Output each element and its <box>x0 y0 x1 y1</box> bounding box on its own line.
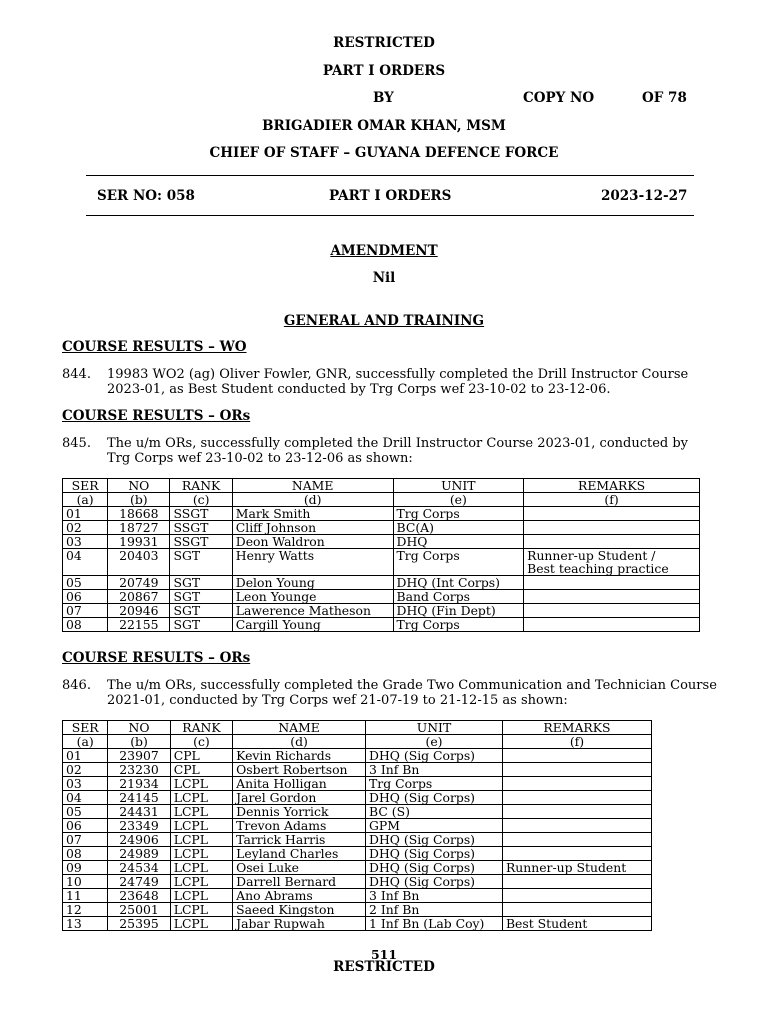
table-cell: Saeed Kingston <box>233 903 366 917</box>
table-row <box>63 875 652 889</box>
column-subheader: (c) <box>170 735 232 749</box>
table-cell: LCPL <box>170 875 232 889</box>
table-cell: 06 <box>63 590 108 604</box>
table-cell: LCPL <box>170 861 232 875</box>
table-row <box>63 819 652 833</box>
column-header: UNIT <box>366 721 503 735</box>
table-row <box>63 549 700 576</box>
table-row <box>63 763 652 777</box>
column-header: NO <box>108 721 170 735</box>
paragraph-number: 845. <box>62 436 91 451</box>
serial-number: SER NO: 058 <box>97 188 195 204</box>
table-cell: 24749 <box>108 875 170 889</box>
table-cell: DHQ (Fin Dept) <box>393 604 524 618</box>
table-cell: GPM <box>366 819 503 833</box>
table-cell: Lawerence Matheson <box>232 604 393 618</box>
column-subheader: (e) <box>366 735 503 749</box>
table-cell: Trg Corps <box>366 777 503 791</box>
table-cell: Leyland Charles <box>233 847 366 861</box>
table-cell: Trg Corps <box>393 618 524 632</box>
table-cell: 04 <box>63 791 108 805</box>
table-cell: SGT <box>170 618 232 632</box>
table-cell: Trevon Adams <box>233 819 366 833</box>
table-cell: 05 <box>63 805 108 819</box>
table-cell: 07 <box>63 833 108 847</box>
table-cell: Jabar Rupwah <box>233 917 366 931</box>
column-subheader: (d) <box>232 493 393 507</box>
table-cell: Cargill Young <box>232 618 393 632</box>
table-cell <box>524 549 700 576</box>
column-header: RANK <box>170 721 232 735</box>
table-row <box>63 889 652 903</box>
column-header: REMARKS <box>502 721 651 735</box>
table-cell <box>502 903 651 917</box>
table-cell: Darrell Bernard <box>233 875 366 889</box>
table-cell: Jarel Gordon <box>233 791 366 805</box>
table-row <box>63 847 652 861</box>
table-header-row <box>63 479 700 493</box>
table-cell <box>502 875 651 889</box>
table-cell: Mark Smith <box>232 507 393 521</box>
column-subheader: (b) <box>108 493 170 507</box>
table-cell: Kevin Richards <box>233 749 366 763</box>
table-cell <box>502 763 651 777</box>
table-cell: Anita Holligan <box>233 777 366 791</box>
table-cell: Cliff Johnson <box>232 521 393 535</box>
table-cell: LCPL <box>170 819 232 833</box>
table-cell: SGT <box>170 604 232 618</box>
drill-course-table <box>62 478 700 632</box>
table-cell: 25395 <box>108 917 170 931</box>
table-cell: 24145 <box>108 791 170 805</box>
column-header: NO <box>108 479 170 493</box>
table-cell <box>524 507 700 521</box>
table-cell: SSGT <box>170 535 232 549</box>
table-cell: DHQ (Sig Corps) <box>366 749 503 763</box>
table-row <box>63 521 700 535</box>
table-row <box>63 791 652 805</box>
table-row <box>63 618 700 632</box>
table-cell: 08 <box>63 618 108 632</box>
paragraph-line: The u/m ORs, successfully completed the Drill Instructor Course 2023-01, conducted by <box>107 436 689 451</box>
table-cell: SSGT <box>170 507 232 521</box>
table-cell: 11 <box>63 889 108 903</box>
column-header: SER <box>63 479 108 493</box>
paragraph-line: 19983 WO2 (ag) Oliver Fowler, GNR, successfully completed the Drill Instructor Course <box>107 367 689 382</box>
officer-name: BRIGADIER OMAR KHAN, MSM <box>262 118 506 134</box>
table-cell: LCPL <box>170 777 232 791</box>
column-header: NAME <box>233 721 366 735</box>
table-cell: 18668 <box>108 507 170 521</box>
table-cell: 23648 <box>108 889 170 903</box>
table-cell: 25001 <box>108 903 170 917</box>
copy-of-label: OF 78 <box>642 90 687 106</box>
table-cell: SGT <box>170 590 232 604</box>
table-cell <box>502 847 651 861</box>
table-cell <box>502 819 651 833</box>
table-cell: DHQ (Int Corps) <box>393 576 524 590</box>
table-cell: Tarrick Harris <box>233 833 366 847</box>
column-header: RANK <box>170 479 232 493</box>
table-cell: Delon Young <box>232 576 393 590</box>
table-row <box>63 535 700 549</box>
table-cell: Trg Corps <box>393 549 524 576</box>
amendment-value: Nil <box>372 270 396 286</box>
page-number: 511 <box>370 947 398 962</box>
table-cell <box>502 791 651 805</box>
paragraph-text <box>107 678 727 708</box>
paragraph-line: The u/m ORs, successfully completed the Grade Two Communication and Technician Course <box>107 678 717 693</box>
table-cell: SSGT <box>170 521 232 535</box>
table-cell: DHQ (Sig Corps) <box>366 833 503 847</box>
table-cell: 20749 <box>108 576 170 590</box>
column-subheader: (f) <box>502 735 651 749</box>
section-title-ors: COURSE RESULTS – ORs <box>62 408 251 424</box>
table-cell: DHQ (Sig Corps) <box>366 847 503 861</box>
table-cell <box>524 535 700 549</box>
paragraph-text <box>107 436 727 466</box>
column-subheader: (d) <box>233 735 366 749</box>
table-row <box>63 777 652 791</box>
table-cell: BC (S) <box>366 805 503 819</box>
column-header: SER <box>63 721 108 735</box>
table-cell: Osbert Robertson <box>233 763 366 777</box>
table-cell: 08 <box>63 847 108 861</box>
table-cell: LCPL <box>170 903 232 917</box>
column-header: NAME <box>232 479 393 493</box>
table-cell: 2 Inf Bn <box>366 903 503 917</box>
table-row <box>63 805 652 819</box>
remark-line: Runner-up Student / <box>527 548 656 563</box>
table-cell: 03 <box>63 535 108 549</box>
table-cell: 01 <box>63 507 108 521</box>
paragraph-line: 2023-01, as Best Student conducted by Trg Corps wef 23-10-02 to 23-12-06. <box>107 382 611 397</box>
table-row <box>63 903 652 917</box>
column-subheader: (c) <box>170 493 232 507</box>
table-cell: DHQ (Sig Corps) <box>366 791 503 805</box>
table-cell: 02 <box>63 763 108 777</box>
table-cell: DHQ <box>393 535 524 549</box>
column-subheader: (a) <box>63 735 108 749</box>
table-cell: 10 <box>63 875 108 889</box>
table-cell: 20403 <box>108 549 170 576</box>
table-cell: 20946 <box>108 604 170 618</box>
table-cell: Dennis Yorrick <box>233 805 366 819</box>
table-row <box>63 749 652 763</box>
section-title-ors-2: COURSE RESULTS – ORs <box>62 650 251 666</box>
table-subheader-row <box>63 735 652 749</box>
table-cell <box>524 576 700 590</box>
table-subheader-row <box>63 493 700 507</box>
paragraph-number: 844. <box>62 367 91 382</box>
table-cell: 13 <box>63 917 108 931</box>
table-cell <box>502 777 651 791</box>
table-cell: LCPL <box>170 889 232 903</box>
table-cell: Ano Abrams <box>233 889 366 903</box>
column-header: REMARKS <box>524 479 700 493</box>
table-cell: 23349 <box>108 819 170 833</box>
table-cell: 22155 <box>108 618 170 632</box>
table-header-row <box>63 721 652 735</box>
table-cell: 20867 <box>108 590 170 604</box>
table-row <box>63 917 652 931</box>
column-header: UNIT <box>393 479 524 493</box>
table-cell: 02 <box>63 521 108 535</box>
table-row <box>63 507 700 521</box>
table-cell: SGT <box>170 576 232 590</box>
table-cell: CPL <box>170 763 232 777</box>
table-cell <box>502 889 651 903</box>
table-cell: LCPL <box>170 805 232 819</box>
table-cell: 19931 <box>108 535 170 549</box>
table-cell: Leon Younge <box>232 590 393 604</box>
table-cell <box>524 604 700 618</box>
paragraph-text <box>107 367 727 397</box>
copy-no-label: COPY NO <box>523 90 595 106</box>
table-cell: 18727 <box>108 521 170 535</box>
table-cell: 21934 <box>108 777 170 791</box>
top-rule <box>86 175 694 176</box>
classification-top: RESTRICTED <box>333 35 435 51</box>
classification-bottom: RESTRICTED <box>333 959 435 975</box>
paragraph-line: 2021-01, conducted by Trg Corps wef 21-07-19 to 21-12-15 as shown: <box>107 693 568 708</box>
table-cell: 23230 <box>108 763 170 777</box>
remark-line: Best teaching practice <box>527 561 669 576</box>
table-cell: 05 <box>63 576 108 590</box>
table-cell: 04 <box>63 549 108 576</box>
bottom-rule <box>86 215 694 216</box>
table-cell: SGT <box>170 549 232 576</box>
table-cell: 06 <box>63 819 108 833</box>
table-cell <box>502 833 651 847</box>
table-cell: 12 <box>63 903 108 917</box>
table-cell: Deon Waldron <box>232 535 393 549</box>
table-row <box>63 576 700 590</box>
communication-course-table <box>62 720 652 931</box>
general-training-title: GENERAL AND TRAINING <box>283 313 485 329</box>
table-cell: DHQ (Sig Corps) <box>366 875 503 889</box>
table-cell: CPL <box>170 749 232 763</box>
table-cell: Runner-up Student <box>502 861 651 875</box>
column-subheader: (f) <box>524 493 700 507</box>
table-cell: 09 <box>63 861 108 875</box>
document-title: PART I ORDERS <box>322 63 446 79</box>
table-cell: 3 Inf Bn <box>366 889 503 903</box>
table-row <box>63 590 700 604</box>
table-cell: Trg Corps <box>393 507 524 521</box>
table-cell: 07 <box>63 604 108 618</box>
table-cell: LCPL <box>170 791 232 805</box>
table-cell <box>502 749 651 763</box>
table-cell: 24534 <box>108 861 170 875</box>
table-cell: 3 Inf Bn <box>366 763 503 777</box>
officer-position: CHIEF OF STAFF – GUYANA DEFENCE FORCE <box>209 145 559 161</box>
paragraph-number: 846. <box>62 678 91 693</box>
table-cell: 24431 <box>108 805 170 819</box>
table-cell: 24989 <box>108 847 170 861</box>
table-cell: Osei Luke <box>233 861 366 875</box>
table-cell: Henry Watts <box>232 549 393 576</box>
table-cell: DHQ (Sig Corps) <box>366 861 503 875</box>
table-cell: 23907 <box>108 749 170 763</box>
column-subheader: (b) <box>108 735 170 749</box>
order-date: 2023-12-27 <box>601 188 688 204</box>
amendment-title: AMENDMENT <box>330 243 438 259</box>
table-cell: 1 Inf Bn (Lab Coy) <box>366 917 503 931</box>
section-title-wo: COURSE RESULTS – WO <box>62 339 247 355</box>
table-cell <box>524 590 700 604</box>
table-row <box>63 833 652 847</box>
table-row <box>63 861 652 875</box>
table-cell: LCPL <box>170 833 232 847</box>
table-cell <box>502 805 651 819</box>
table-cell: LCPL <box>170 917 232 931</box>
table-row <box>63 604 700 618</box>
paragraph-line: Trg Corps wef 23-10-02 to 23-12-06 as shown: <box>107 451 413 466</box>
table-cell: Band Corps <box>393 590 524 604</box>
table-cell: LCPL <box>170 847 232 861</box>
table-cell: 03 <box>63 777 108 791</box>
table-cell: Best Student <box>502 917 651 931</box>
column-subheader: (a) <box>63 493 108 507</box>
table-cell: 01 <box>63 749 108 763</box>
table-cell <box>524 521 700 535</box>
by-label: BY <box>373 90 394 106</box>
table-cell: BC(A) <box>393 521 524 535</box>
serial-bar-title: PART I ORDERS <box>329 188 452 204</box>
table-cell <box>524 618 700 632</box>
column-subheader: (e) <box>393 493 524 507</box>
table-cell: 24906 <box>108 833 170 847</box>
